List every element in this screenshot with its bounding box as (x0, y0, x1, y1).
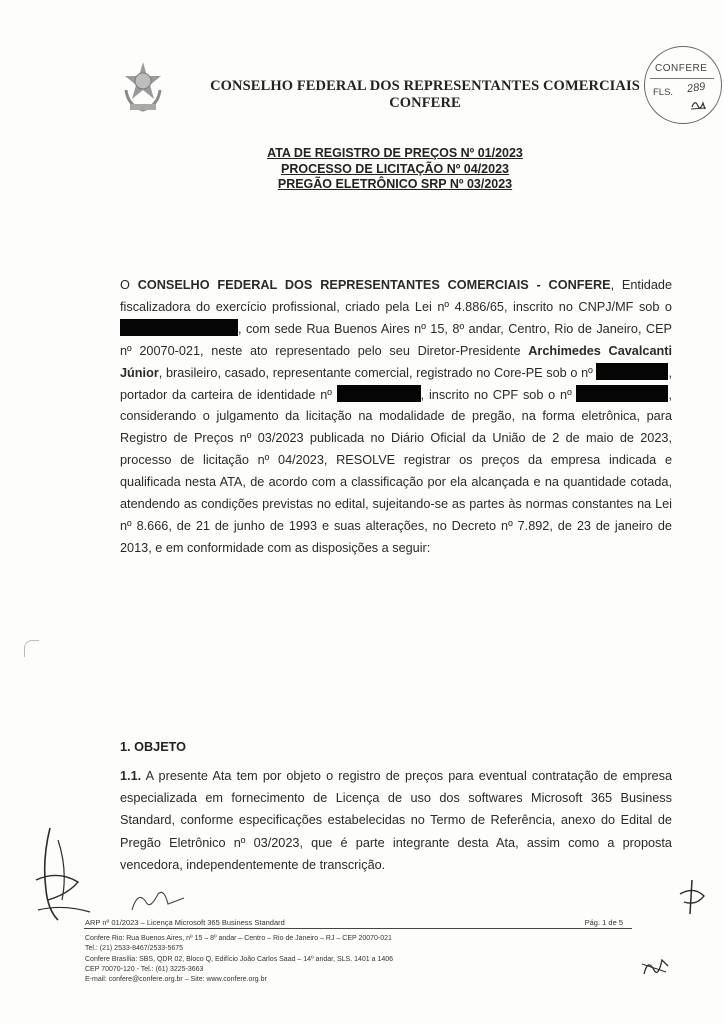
footer-address (85, 934, 485, 985)
footer-divider (84, 928, 632, 929)
initials-bottom (128, 884, 188, 916)
footer-reference (85, 918, 631, 927)
document-reference: ARP nº 01/2023 – Licença Microsoft 365 Business Standard (85, 918, 285, 927)
intro-text: , com sede Rua Buenos Aires nº 15, 8º andar, Centro, Rio de Janeiro, CEP nº 20070-021, neste ato representado pelo seu Diretor-Presidente (120, 321, 672, 358)
page-number: Pág. 1 de 5 (584, 918, 623, 927)
organization-acronym: CONFERE (389, 95, 461, 111)
item-text: A presente Ata tem por objeto o registro de preços para eventual contratação de empresa especializada em fornecimento de Licença de uso dos softwares Microsoft 365 Business Standard, conforme especificações estabelecidas no Termo de Referência, anexo do Edital de Pregão Eletrônico nº 03/2023, que é parte integrante desta Ata, assim como a proposta vencedora, independentemente de transcrição. (120, 769, 672, 872)
redaction-identity (337, 385, 421, 402)
intro-text: , brasileiro, casado, representante comercial, registrado no Core-PE sob o nº (158, 365, 597, 380)
organization-name: CONSELHO FEDERAL DOS REPRESENTANTES COMERCIAIS (210, 78, 640, 94)
intro-text: O (120, 278, 138, 292)
page-number-stamp (644, 46, 722, 124)
organization-header (205, 78, 645, 112)
ata-title: ATA DE REGISTRO DE PREÇOS Nº 01/2023 (267, 146, 523, 160)
section-title: 1. OBJETO (120, 740, 187, 754)
address-line: Confere Rio: Rua Buenos Aires, nº 15 – 8º andar – Centro – Rio de Janeiro – RJ – CEP 20070-021 (85, 935, 392, 942)
section-item (120, 765, 672, 876)
president-name: Archimedes Cavalcanti Júnior (120, 343, 673, 380)
address-line: Tel.: (21) 2533-8467/2533-5675 (85, 945, 184, 953)
intro-text: , inscrito no CPF sob o nº (420, 387, 577, 402)
signature-left (28, 820, 98, 930)
auction-title: PREGÃO ELETRÔNICO SRP Nº 03/2023 (277, 177, 513, 191)
intro-text: , considerando o julgamento da licitação na modalidade de pregão, na forma eletrônica, para Registro de Preços nº 03/2023 publicada no Diário Oficial da União de 2 de maio de 2023, processo de licitação nº 04/2023, RESOLVE registrar os preços da empresa indicada e qualificada nesta ATA, de acordo com a classificação por ela alcançada e na quantidade cotada, atendendo as condições previstas no edital, sujeitando-se as partes às normas constantes na Lei nº 8.666, de 21 de junho de 1993 e suas alterações, no Decreto nº 7.892, de 23 de janeiro de 2013, e em conformidade com as disposições a seguir: (120, 387, 673, 555)
item-number: 1.1. (120, 769, 142, 783)
process-title: PROCESSO DE LICITAÇÃO Nº 04/2023 (280, 161, 509, 176)
initials-right (676, 876, 710, 920)
document-titles (180, 146, 610, 193)
initials-footer (638, 952, 672, 982)
organization-bold: CONSELHO FEDERAL DOS REPRESENTANTES COMERCIAIS - CONFERE (137, 278, 611, 292)
address-line: E-mail: confere@confere.org.br – Site: www.confere.org.br (85, 976, 267, 984)
coat-of-arms-logo (122, 60, 164, 114)
intro-text: , Entidade fiscalizadora do exercício profissional, criado pela Lei nº 4.886/65, inscrito no CNPJ/MF sob o (120, 278, 673, 314)
stamp-name: CONFERE (655, 63, 708, 74)
stamp-fls-label: FLS. (653, 87, 674, 98)
intro-text: , portador da carteira de identidade nº (120, 365, 672, 402)
intro-paragraph (120, 275, 672, 560)
address-line: Confere Brasília: SBS, QDR 02, Bloco Q, Edifício João Carlos Saad – 14º andar, SLS. 1401 a 1406 (85, 955, 394, 963)
redaction-cnpj (120, 319, 238, 336)
address-line: CEP 70070-120 - Tel.: (61) 3225-3663 (85, 965, 204, 973)
scan-artifact (24, 640, 39, 657)
stamp-fls-number: 289 (686, 80, 707, 96)
redaction-cpf (576, 385, 668, 402)
redaction-core-registration (596, 363, 668, 380)
stamp-initials-signature (689, 97, 709, 113)
